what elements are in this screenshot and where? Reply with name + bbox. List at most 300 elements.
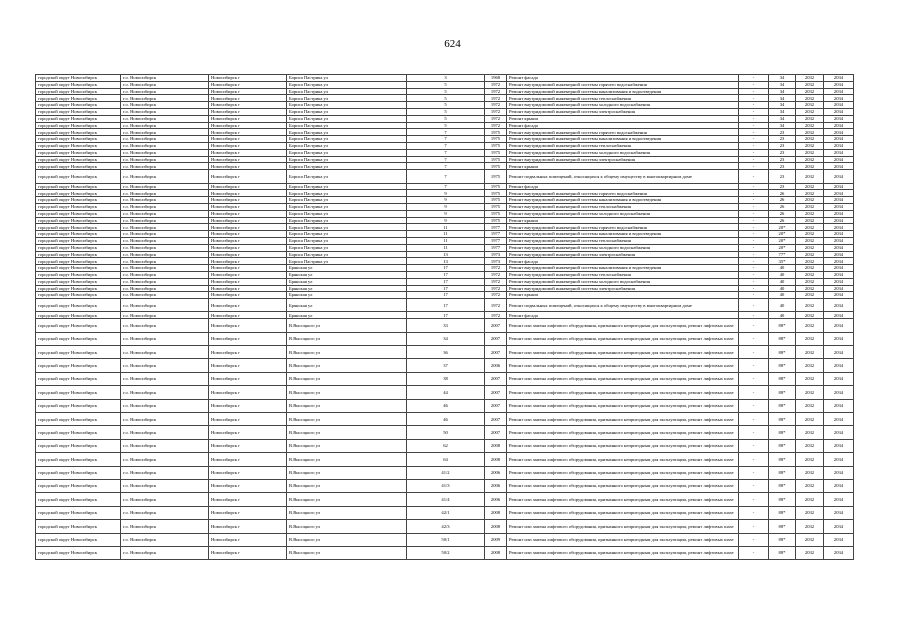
cell-build-year: 1972 bbox=[485, 122, 507, 129]
cell-year-from: 2032 bbox=[796, 258, 824, 265]
cell-cell-dash: - bbox=[739, 81, 769, 88]
cell-cell-value: 20* bbox=[769, 224, 796, 231]
cell-house-number: 9 bbox=[407, 197, 485, 204]
cell-cell-dash: - bbox=[739, 170, 769, 183]
cell-work-type: Ремонт внутридомовой инженерной системы холодного водоснабжения bbox=[507, 278, 739, 285]
cell-year-to: 2034 bbox=[824, 149, 854, 156]
cell-cell-dash: - bbox=[739, 217, 769, 224]
cell-district: г.о. Новосибирск bbox=[121, 319, 209, 332]
cell-year-to: 2034 bbox=[824, 312, 854, 319]
cell-district: г.о. Новосибирск bbox=[121, 271, 209, 278]
cell-municipality: городской округ Новосибирск bbox=[36, 533, 121, 546]
cell-cell-dash: - bbox=[739, 258, 769, 265]
cell-build-year: 2006 bbox=[485, 466, 507, 479]
cell-municipality: городской округ Новосибирск bbox=[36, 156, 121, 163]
cell-house-number: 9 bbox=[407, 210, 485, 217]
cell-year-from: 2032 bbox=[796, 81, 824, 88]
cell-municipality: городской округ Новосибирск bbox=[36, 265, 121, 272]
cell-locality: Новосибирск г bbox=[209, 183, 287, 190]
cell-work-type: Ремонт внутридомовой инженерной системы холодного водоснабжения bbox=[507, 149, 739, 156]
cell-municipality: городской округ Новосибирск bbox=[36, 108, 121, 115]
cell-year-to: 2034 bbox=[824, 493, 854, 506]
cell-district: г.о. Новосибирск bbox=[121, 426, 209, 439]
cell-year-from: 2032 bbox=[796, 346, 824, 359]
cell-district: г.о. Новосибирск bbox=[121, 108, 209, 115]
cell-cell-value: 34 bbox=[769, 88, 796, 95]
table-row bbox=[36, 479, 854, 492]
cell-district: г.о. Новосибирск bbox=[121, 156, 209, 163]
cell-build-year: 1975 bbox=[485, 142, 507, 149]
cell-municipality: городской округ Новосибирск bbox=[36, 332, 121, 345]
cell-locality: Новосибирск г bbox=[209, 203, 287, 210]
cell-year-to: 2034 bbox=[824, 258, 854, 265]
cell-locality: Новосибирск г bbox=[209, 258, 287, 265]
cell-locality: Новосибирск г bbox=[209, 237, 287, 244]
cell-municipality: городской округ Новосибирск bbox=[36, 453, 121, 466]
cell-cell-value: 23 bbox=[769, 129, 796, 136]
cell-work-type: Ремонт внутридомовой инженерной системы электроснабжения bbox=[507, 108, 739, 115]
cell-year-to: 2034 bbox=[824, 237, 854, 244]
table-row bbox=[36, 359, 854, 372]
cell-street: Брянская ул bbox=[287, 278, 407, 285]
cell-municipality: городской округ Новосибирск bbox=[36, 426, 121, 439]
cell-district: г.о. Новосибирск bbox=[121, 129, 209, 136]
cell-cell-value: 40 bbox=[769, 285, 796, 292]
cell-year-to: 2034 bbox=[824, 346, 854, 359]
cell-build-year: 1972 bbox=[485, 102, 507, 109]
cell-cell-value: 77* bbox=[769, 251, 796, 258]
cell-year-to: 2034 bbox=[824, 546, 854, 559]
cell-district: г.о. Новосибирск bbox=[121, 81, 209, 88]
cell-build-year: 2008 bbox=[485, 453, 507, 466]
cell-municipality: городской округ Новосибирск bbox=[36, 163, 121, 170]
cell-cell-value: 88* bbox=[769, 520, 796, 533]
cell-cell-value: 40 bbox=[769, 292, 796, 299]
cell-work-type: Ремонт или замена лифтового оборудования, признанного непригодным для эксплуатации, ремонт лифтовых шахт bbox=[507, 319, 739, 332]
cell-cell-value: 26 bbox=[769, 190, 796, 197]
cell-street: Бориса Пастрика ул bbox=[287, 142, 407, 149]
cell-street: Бориса Пастрика ул bbox=[287, 237, 407, 244]
cell-house-number: 17 bbox=[407, 278, 485, 285]
cell-district: г.о. Новосибирск bbox=[121, 399, 209, 412]
cell-cell-dash: - bbox=[739, 102, 769, 109]
cell-build-year: 1975 bbox=[485, 190, 507, 197]
cell-street: В.Высоцкого ул bbox=[287, 533, 407, 546]
cell-street: В.Высоцкого ул bbox=[287, 546, 407, 559]
cell-year-from: 2032 bbox=[796, 183, 824, 190]
cell-year-from: 2032 bbox=[796, 122, 824, 129]
cell-year-from: 2032 bbox=[796, 386, 824, 399]
cell-work-type: Ремонт внутридомовой инженерной системы электроснабжения bbox=[507, 251, 739, 258]
cell-municipality: городской округ Новосибирск bbox=[36, 479, 121, 492]
cell-year-from: 2032 bbox=[796, 359, 824, 372]
cell-locality: Новосибирск г bbox=[209, 359, 287, 372]
cell-build-year: 2007 bbox=[485, 426, 507, 439]
cell-work-type: Ремонт или замена лифтового оборудования, признанного непригодным для эксплуатации, ремонт лифтовых шахт bbox=[507, 426, 739, 439]
cell-year-from: 2032 bbox=[796, 319, 824, 332]
cell-cell-dash: - bbox=[739, 506, 769, 519]
cell-year-from: 2032 bbox=[796, 299, 824, 312]
cell-street: В.Высоцкого ул bbox=[287, 332, 407, 345]
table-row bbox=[36, 251, 854, 258]
cell-cell-value: 23 bbox=[769, 156, 796, 163]
cell-house-number: 7 bbox=[407, 142, 485, 149]
table-row bbox=[36, 533, 854, 546]
cell-cell-value: 88* bbox=[769, 426, 796, 439]
cell-house-number: 5 bbox=[407, 88, 485, 95]
cell-street: Бориса Пастрика ул bbox=[287, 115, 407, 122]
cell-build-year: 1975 bbox=[485, 149, 507, 156]
table-row bbox=[36, 332, 854, 345]
cell-cell-dash: - bbox=[739, 332, 769, 345]
cell-house-number: 17 bbox=[407, 312, 485, 319]
cell-district: г.о. Новосибирск bbox=[121, 413, 209, 426]
cell-house-number: 50/2 bbox=[407, 546, 485, 559]
cell-cell-value: 35* bbox=[769, 258, 796, 265]
cell-locality: Новосибирск г bbox=[209, 95, 287, 102]
cell-year-to: 2034 bbox=[824, 439, 854, 452]
cell-house-number: 5 bbox=[407, 95, 485, 102]
cell-cell-dash: - bbox=[739, 292, 769, 299]
cell-district: г.о. Новосибирск bbox=[121, 224, 209, 231]
cell-year-from: 2032 bbox=[796, 149, 824, 156]
table-row bbox=[36, 217, 854, 224]
cell-year-to: 2034 bbox=[824, 278, 854, 285]
cell-cell-value: 23 bbox=[769, 163, 796, 170]
cell-cell-dash: - bbox=[739, 237, 769, 244]
cell-year-to: 2034 bbox=[824, 271, 854, 278]
cell-work-type: Ремонт внутридомовой инженерной системы канализования и водоотведения bbox=[507, 265, 739, 272]
cell-street: Бориса Пастрика ул bbox=[287, 75, 407, 82]
table-row bbox=[36, 520, 854, 533]
page-number: 624 bbox=[444, 38, 461, 50]
cell-district: г.о. Новосибирск bbox=[121, 439, 209, 452]
cell-municipality: городской округ Новосибирск bbox=[36, 372, 121, 385]
cell-municipality: городской округ Новосибирск bbox=[36, 217, 121, 224]
cell-build-year: 1975 bbox=[485, 203, 507, 210]
cell-municipality: городской округ Новосибирск bbox=[36, 81, 121, 88]
cell-house-number: 7 bbox=[407, 136, 485, 143]
cell-work-type: Ремонт или замена лифтового оборудования, признанного непригодным для эксплуатации, ремонт лифтовых шахт bbox=[507, 386, 739, 399]
cell-cell-value: 88* bbox=[769, 493, 796, 506]
cell-street: Бориса Пастрика ул bbox=[287, 183, 407, 190]
cell-cell-value: 23 bbox=[769, 142, 796, 149]
cell-house-number: 38 bbox=[407, 372, 485, 385]
cell-district: г.о. Новосибирск bbox=[121, 506, 209, 519]
cell-district: г.о. Новосибирск bbox=[121, 149, 209, 156]
cell-year-to: 2034 bbox=[824, 224, 854, 231]
cell-municipality: городской округ Новосибирск bbox=[36, 237, 121, 244]
cell-cell-dash: - bbox=[739, 359, 769, 372]
cell-municipality: городской округ Новосибирск bbox=[36, 75, 121, 82]
cell-work-type: Ремонт внутридомовой инженерной системы канализования и водоотведения bbox=[507, 231, 739, 238]
cell-cell-dash: - bbox=[739, 163, 769, 170]
cell-year-to: 2034 bbox=[824, 251, 854, 258]
cell-year-from: 2032 bbox=[796, 413, 824, 426]
cell-locality: Новосибирск г bbox=[209, 332, 287, 345]
cell-municipality: городской округ Новосибирск bbox=[36, 258, 121, 265]
cell-municipality: городской округ Новосибирск bbox=[36, 346, 121, 359]
cell-cell-value: 88* bbox=[769, 319, 796, 332]
cell-cell-value: 88* bbox=[769, 546, 796, 559]
cell-locality: Новосибирск г bbox=[209, 170, 287, 183]
cell-cell-dash: - bbox=[739, 493, 769, 506]
cell-locality: Новосибирск г bbox=[209, 217, 287, 224]
cell-district: г.о. Новосибирск bbox=[121, 533, 209, 546]
cell-locality: Новосибирск г bbox=[209, 251, 287, 258]
table-row bbox=[36, 292, 854, 299]
cell-locality: Новосибирск г bbox=[209, 122, 287, 129]
cell-municipality: городской округ Новосибирск bbox=[36, 493, 121, 506]
cell-cell-value: 88* bbox=[769, 399, 796, 412]
cell-house-number: 7 bbox=[407, 183, 485, 190]
cell-cell-value: 88* bbox=[769, 372, 796, 385]
cell-cell-value: 34 bbox=[769, 95, 796, 102]
cell-year-from: 2032 bbox=[796, 278, 824, 285]
cell-build-year: 1972 bbox=[485, 115, 507, 122]
cell-municipality: городской округ Новосибирск bbox=[36, 129, 121, 136]
table-row bbox=[36, 399, 854, 412]
cell-locality: Новосибирск г bbox=[209, 453, 287, 466]
cell-work-type: Ремонт подвальных помещений, относящихся к общему имуществу в многоквартирном доме bbox=[507, 170, 739, 183]
cell-district: г.о. Новосибирск bbox=[121, 88, 209, 95]
cell-street: Бориса Пастрика ул bbox=[287, 217, 407, 224]
cell-locality: Новосибирск г bbox=[209, 413, 287, 426]
cell-house-number: 17 bbox=[407, 285, 485, 292]
cell-street: Брянская ул bbox=[287, 312, 407, 319]
cell-year-to: 2034 bbox=[824, 217, 854, 224]
cell-district: г.о. Новосибирск bbox=[121, 95, 209, 102]
cell-house-number: 42/1 bbox=[407, 506, 485, 519]
cell-street: Бориса Пастрика ул bbox=[287, 129, 407, 136]
cell-work-type: Ремонт крыши bbox=[507, 292, 739, 299]
cell-municipality: городской округ Новосибирск bbox=[36, 231, 121, 238]
cell-house-number: 7 bbox=[407, 163, 485, 170]
cell-district: г.о. Новосибирск bbox=[121, 163, 209, 170]
cell-cell-dash: - bbox=[739, 122, 769, 129]
cell-year-from: 2032 bbox=[796, 466, 824, 479]
cell-build-year: 2008 bbox=[485, 439, 507, 452]
cell-year-to: 2034 bbox=[824, 359, 854, 372]
cell-build-year: 1972 bbox=[485, 292, 507, 299]
cell-cell-dash: - bbox=[739, 413, 769, 426]
cell-district: г.о. Новосибирск bbox=[121, 210, 209, 217]
cell-year-from: 2032 bbox=[796, 399, 824, 412]
cell-build-year: 1972 bbox=[485, 81, 507, 88]
cell-build-year: 2007 bbox=[485, 413, 507, 426]
cell-district: г.о. Новосибирск bbox=[121, 292, 209, 299]
cell-municipality: городской округ Новосибирск bbox=[36, 183, 121, 190]
cell-cell-dash: - bbox=[739, 426, 769, 439]
cell-year-from: 2032 bbox=[796, 170, 824, 183]
cell-work-type: Ремонт или замена лифтового оборудования, признанного непригодным для эксплуатации, ремонт лифтовых шахт bbox=[507, 439, 739, 452]
cell-cell-dash: - bbox=[739, 95, 769, 102]
cell-municipality: городской округ Новосибирск bbox=[36, 399, 121, 412]
cell-work-type: Ремонт или замена лифтового оборудования, признанного непригодным для эксплуатации, ремонт лифтовых шахт bbox=[507, 546, 739, 559]
cell-street: Бориса Пастрика ул bbox=[287, 170, 407, 183]
cell-year-from: 2032 bbox=[796, 108, 824, 115]
cell-build-year: 1972 bbox=[485, 312, 507, 319]
cell-cell-value: 88* bbox=[769, 466, 796, 479]
cell-street: Бориса Пастрика ул bbox=[287, 108, 407, 115]
cell-district: г.о. Новосибирск bbox=[121, 372, 209, 385]
cell-street: В.Высоцкого ул bbox=[287, 413, 407, 426]
cell-year-to: 2034 bbox=[824, 129, 854, 136]
cell-locality: Новосибирск г bbox=[209, 163, 287, 170]
cell-street: Бориса Пастрика ул bbox=[287, 122, 407, 129]
cell-district: г.о. Новосибирск bbox=[121, 285, 209, 292]
table-row bbox=[36, 278, 854, 285]
cell-work-type: Ремонт внутридомовой инженерной системы холодного водоснабжения bbox=[507, 210, 739, 217]
cell-cell-dash: - bbox=[739, 299, 769, 312]
cell-year-from: 2032 bbox=[796, 251, 824, 258]
cell-cell-dash: - bbox=[739, 197, 769, 204]
cell-cell-value: 23 bbox=[769, 170, 796, 183]
cell-locality: Новосибирск г bbox=[209, 149, 287, 156]
cell-year-to: 2034 bbox=[824, 292, 854, 299]
cell-year-to: 2034 bbox=[824, 285, 854, 292]
cell-locality: Новосибирск г bbox=[209, 278, 287, 285]
cell-municipality: городской округ Новосибирск bbox=[36, 197, 121, 204]
cell-locality: Новосибирск г bbox=[209, 136, 287, 143]
cell-cell-dash: - bbox=[739, 129, 769, 136]
table-row bbox=[36, 122, 854, 129]
cell-house-number: 5 bbox=[407, 81, 485, 88]
cell-house-number: 41/4 bbox=[407, 493, 485, 506]
cell-house-number: 9 bbox=[407, 203, 485, 210]
cell-cell-dash: - bbox=[739, 183, 769, 190]
cell-municipality: городской округ Новосибирск bbox=[36, 359, 121, 372]
cell-locality: Новосибирск г bbox=[209, 386, 287, 399]
table-row bbox=[36, 163, 854, 170]
cell-work-type: Ремонт внутридомовой инженерной системы теплоснабжения bbox=[507, 142, 739, 149]
cell-work-type: Ремонт крыши bbox=[507, 163, 739, 170]
cell-district: г.о. Новосибирск bbox=[121, 102, 209, 109]
cell-cell-dash: - bbox=[739, 312, 769, 319]
cell-locality: Новосибирск г bbox=[209, 285, 287, 292]
cell-build-year: 2008 bbox=[485, 506, 507, 519]
cell-cell-value: 20* bbox=[769, 237, 796, 244]
cell-house-number: 50 bbox=[407, 426, 485, 439]
cell-street: Брянская ул bbox=[287, 285, 407, 292]
cell-cell-value: 88* bbox=[769, 533, 796, 546]
cell-build-year: 1973 bbox=[485, 251, 507, 258]
cell-build-year: 2006 bbox=[485, 359, 507, 372]
cell-street: В.Высоцкого ул bbox=[287, 346, 407, 359]
cell-year-to: 2034 bbox=[824, 75, 854, 82]
cell-house-number: 36 bbox=[407, 346, 485, 359]
cell-district: г.о. Новосибирск bbox=[121, 183, 209, 190]
cell-year-to: 2034 bbox=[824, 413, 854, 426]
table-row bbox=[36, 426, 854, 439]
cell-street: В.Высоцкого ул bbox=[287, 386, 407, 399]
cell-cell-value: 34 bbox=[769, 122, 796, 129]
cell-district: г.о. Новосибирск bbox=[121, 312, 209, 319]
cell-municipality: городской округ Новосибирск bbox=[36, 244, 121, 251]
cell-year-to: 2034 bbox=[824, 81, 854, 88]
cell-year-to: 2034 bbox=[824, 163, 854, 170]
cell-street: Бориса Пастрика ул bbox=[287, 197, 407, 204]
table-row bbox=[36, 546, 854, 559]
cell-cell-dash: - bbox=[739, 285, 769, 292]
cell-locality: Новосибирск г bbox=[209, 190, 287, 197]
table-body bbox=[36, 75, 854, 560]
cell-year-from: 2032 bbox=[796, 292, 824, 299]
cell-build-year: 1968 bbox=[485, 75, 507, 82]
cell-municipality: городской округ Новосибирск bbox=[36, 413, 121, 426]
cell-work-type: Ремонт внутридомовой инженерной системы электроснабжения bbox=[507, 285, 739, 292]
cell-cell-value: 88* bbox=[769, 386, 796, 399]
cell-house-number: 34 bbox=[407, 332, 485, 345]
table-row bbox=[36, 231, 854, 238]
cell-build-year: 1972 bbox=[485, 271, 507, 278]
cell-year-from: 2032 bbox=[796, 88, 824, 95]
cell-house-number: 17 bbox=[407, 271, 485, 278]
cell-district: г.о. Новосибирск bbox=[121, 217, 209, 224]
cell-year-from: 2032 bbox=[796, 136, 824, 143]
cell-work-type: Ремонт или замена лифтового оборудования, признанного непригодным для эксплуатации, ремонт лифтовых шахт bbox=[507, 493, 739, 506]
cell-work-type: Ремонт внутридомовой инженерной системы теплоснабжения bbox=[507, 95, 739, 102]
cell-street: Бориса Пастрика ул bbox=[287, 156, 407, 163]
cell-work-type: Ремонт или замена лифтового оборудования, признанного непригодным для эксплуатации, ремонт лифтовых шахт bbox=[507, 372, 739, 385]
cell-street: Бориса Пастрика ул bbox=[287, 102, 407, 109]
cell-work-type: Ремонт или замена лифтового оборудования, признанного непригодным для эксплуатации, ремонт лифтовых шахт bbox=[507, 346, 739, 359]
cell-street: Бориса Пастрика ул bbox=[287, 210, 407, 217]
cell-work-type: Ремонт или замена лифтового оборудования, признанного непригодным для эксплуатации, ремонт лифтовых шахт bbox=[507, 466, 739, 479]
cell-locality: Новосибирск г bbox=[209, 271, 287, 278]
cell-district: г.о. Новосибирск bbox=[121, 142, 209, 149]
cell-locality: Новосибирск г bbox=[209, 299, 287, 312]
cell-cell-value: 26 bbox=[769, 210, 796, 217]
table-row bbox=[36, 224, 854, 231]
cell-street: В.Высоцкого ул bbox=[287, 506, 407, 519]
cell-municipality: городской округ Новосибирск bbox=[36, 136, 121, 143]
cell-cell-value: 20* bbox=[769, 231, 796, 238]
cell-house-number: 11 bbox=[407, 231, 485, 238]
table-row bbox=[36, 115, 854, 122]
cell-locality: Новосибирск г bbox=[209, 439, 287, 452]
cell-year-to: 2034 bbox=[824, 156, 854, 163]
cell-year-to: 2034 bbox=[824, 479, 854, 492]
cell-cell-dash: - bbox=[739, 251, 769, 258]
cell-street: Бориса Пастрика ул bbox=[287, 149, 407, 156]
cell-municipality: городской округ Новосибирск bbox=[36, 292, 121, 299]
cell-year-to: 2034 bbox=[824, 170, 854, 183]
cell-cell-value: 23 bbox=[769, 136, 796, 143]
cell-build-year: 1972 bbox=[485, 95, 507, 102]
cell-build-year: 2007 bbox=[485, 332, 507, 345]
cell-build-year: 1975 bbox=[485, 170, 507, 183]
cell-house-number: 11 bbox=[407, 244, 485, 251]
cell-work-type: Ремонт внутридомовой инженерной системы холодного водоснабжения bbox=[507, 102, 739, 109]
cell-house-number: 46 bbox=[407, 413, 485, 426]
cell-municipality: городской округ Новосибирск bbox=[36, 319, 121, 332]
cell-locality: Новосибирск г bbox=[209, 210, 287, 217]
cell-cell-dash: - bbox=[739, 386, 769, 399]
cell-work-type: Ремонт фасада bbox=[507, 312, 739, 319]
table-row bbox=[36, 102, 854, 109]
table-row bbox=[36, 265, 854, 272]
cell-build-year: 1973 bbox=[485, 258, 507, 265]
cell-build-year: 1972 bbox=[485, 88, 507, 95]
cell-street: Брянская ул bbox=[287, 265, 407, 272]
cell-year-from: 2032 bbox=[796, 231, 824, 238]
cell-cell-value: 26 bbox=[769, 197, 796, 204]
cell-work-type: Ремонт внутридомовой инженерной системы теплоснабжения bbox=[507, 203, 739, 210]
cell-cell-dash: - bbox=[739, 372, 769, 385]
cell-year-to: 2034 bbox=[824, 197, 854, 204]
cell-municipality: городской округ Новосибирск bbox=[36, 285, 121, 292]
